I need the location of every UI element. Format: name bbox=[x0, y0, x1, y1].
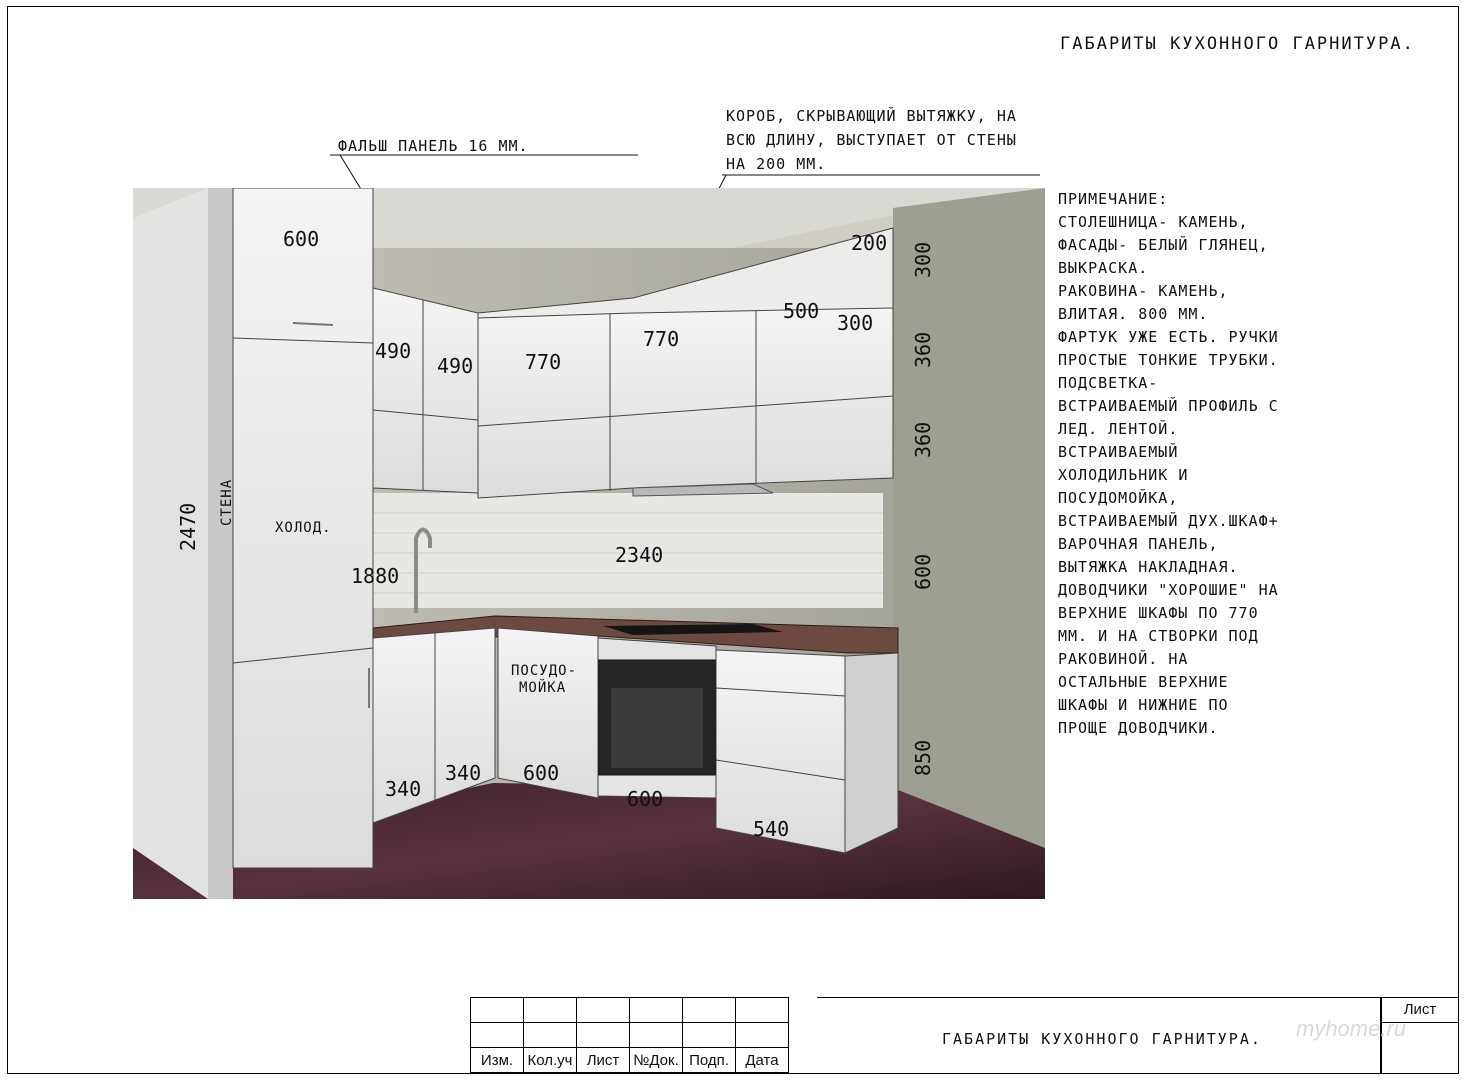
dim-base-left-1: 340 bbox=[385, 777, 422, 801]
note-line: ПРОЩЕ ДОВОДЧИКИ. bbox=[1058, 719, 1219, 737]
note-line: ФАСАДЫ- БЕЛЫЙ ГЛЯНЕЦ, bbox=[1058, 236, 1269, 254]
note-line: ПОСУДОМОЙКА, bbox=[1058, 489, 1179, 507]
note-line: ЛЕД. ЛЕНТОЙ. bbox=[1058, 420, 1179, 438]
revision-table bbox=[470, 997, 789, 1073]
note-line: ОСТАЛЬНЫЕ ВЕРХНИЕ bbox=[1058, 673, 1229, 691]
page-title: ГАБАРИТЫ КУХОННОГО ГАРНИТУРА. bbox=[1060, 34, 1415, 54]
upper-left-cabinets bbox=[373, 288, 478, 493]
oven-window bbox=[611, 688, 703, 768]
tb-col-date: Дата bbox=[736, 1048, 789, 1073]
watermark: myhome.ru bbox=[1296, 1016, 1407, 1041]
upper-right-cabinets bbox=[478, 308, 893, 498]
dim-box-depth: 200 bbox=[851, 231, 888, 255]
dim-oven: 600 bbox=[627, 787, 664, 811]
note-line: ВЕРХНИЕ ШКАФЫ ПО 770 bbox=[1058, 604, 1259, 622]
label-dishwasher-1: ПОСУДО- bbox=[511, 663, 578, 679]
note-line: ШКАФЫ И НИЖНИЕ ПО bbox=[1058, 696, 1229, 714]
dim-dishwasher: 600 bbox=[523, 761, 560, 785]
note-line: ПОДСВЕТКА- bbox=[1058, 374, 1159, 392]
dim-base-left-2: 340 bbox=[445, 761, 482, 785]
dim-upper-row-1: 360 bbox=[911, 331, 935, 368]
tb-col-sign: Подп. bbox=[683, 1048, 736, 1073]
note-line: ПРИМЕЧАНИЕ: bbox=[1058, 190, 1169, 208]
tb-col-kolvo: Кол.уч bbox=[524, 1048, 577, 1073]
dim-backsplash: 2340 bbox=[615, 543, 664, 567]
dim-upper-left-2: 490 bbox=[437, 354, 474, 378]
note-line: ВЫКРАСКА. bbox=[1058, 259, 1149, 277]
note-line: ВАРОЧНАЯ ПАНЕЛЬ, bbox=[1058, 535, 1219, 553]
dim-upper-row-2: 360 bbox=[911, 421, 935, 458]
dim-cab-depth: 300 bbox=[837, 311, 874, 335]
note-line: РАКОВИНОЙ. НА bbox=[1058, 650, 1189, 668]
dim-upper-right: 500 bbox=[783, 299, 820, 323]
dim-total-height: 2470 bbox=[176, 502, 200, 551]
note-line: ПРОСТЫЕ ТОНКИЕ ТРУБКИ. bbox=[1058, 351, 1279, 369]
note-line: ФАРТУК УЖЕ ЕСТЬ. РУЧКИ bbox=[1058, 328, 1279, 346]
note-line: ВЛИТАЯ. 800 ММ. bbox=[1058, 305, 1209, 323]
dim-upper-mid-2: 770 bbox=[643, 327, 680, 351]
right-wall bbox=[893, 188, 1045, 899]
note-line: ВЫТЯЖКА НАКЛАДНАЯ. bbox=[1058, 558, 1239, 576]
tb-col-doc: №Док. bbox=[630, 1048, 683, 1073]
column-side bbox=[208, 188, 233, 899]
dim-drawers: 540 bbox=[753, 817, 790, 841]
label-fridge: ХОЛОД. bbox=[275, 520, 332, 536]
note-line: ВСТРАИВАЕМЫЙ bbox=[1058, 443, 1179, 461]
dim-upper-left-1: 490 bbox=[375, 339, 412, 363]
dim-fridge-top: 600 bbox=[283, 227, 320, 251]
dim-counter-mark: 1880 bbox=[351, 564, 400, 588]
label-dishwasher-2: МОЙКА bbox=[519, 680, 567, 696]
tb-col-izm: Изм. bbox=[471, 1048, 524, 1073]
false-panel-callout: ФАЛЬШ ПАНЕЛЬ 16 ММ. bbox=[338, 137, 529, 155]
note-line: ДОВОДЧИКИ "ХОРОШИЕ" НА bbox=[1058, 581, 1279, 599]
kitchen-render bbox=[133, 188, 1045, 899]
note-line: ВСТРАИВАЕМЫЙ ДУХ.ШКАФ+ bbox=[1058, 512, 1279, 530]
hood-box-callout: КОРОБ, СКРЫВАЮЩИЙ ВЫТЯЖКУ, НА ВСЮ ДЛИНУ, ВЫСТУПАЕТ ОТ СТЕНЫ НА 200 ММ. bbox=[726, 107, 1017, 173]
title-block-title: ГАБАРИТЫ КУХОННОГО ГАРНИТУРА. bbox=[942, 1030, 1262, 1048]
dim-backsplash-height: 600 bbox=[911, 553, 935, 590]
note-line: СТОЛЕШНИЦА- КАМЕНЬ, bbox=[1058, 213, 1249, 231]
dim-box-height: 300 bbox=[911, 241, 935, 278]
dim-upper-mid-1: 770 bbox=[525, 350, 562, 374]
note-line: ММ. И НА СТВОРКИ ПОД bbox=[1058, 627, 1259, 645]
sheet-label: Лист bbox=[1382, 998, 1458, 1023]
notes-block bbox=[1058, 188, 1328, 740]
drawer-cabinet-side bbox=[845, 653, 898, 853]
note-line: РАКОВИНА- КАМЕНЬ, bbox=[1058, 282, 1229, 300]
label-wall: СТЕНА bbox=[219, 478, 235, 526]
note-line: ВСТРАИВАЕМЫЙ ПРОФИЛЬ С bbox=[1058, 397, 1279, 415]
dim-base-height: 850 bbox=[911, 739, 935, 776]
note-line: ХОЛОДИЛЬНИК И bbox=[1058, 466, 1189, 484]
tb-col-list: Лист bbox=[577, 1048, 630, 1073]
